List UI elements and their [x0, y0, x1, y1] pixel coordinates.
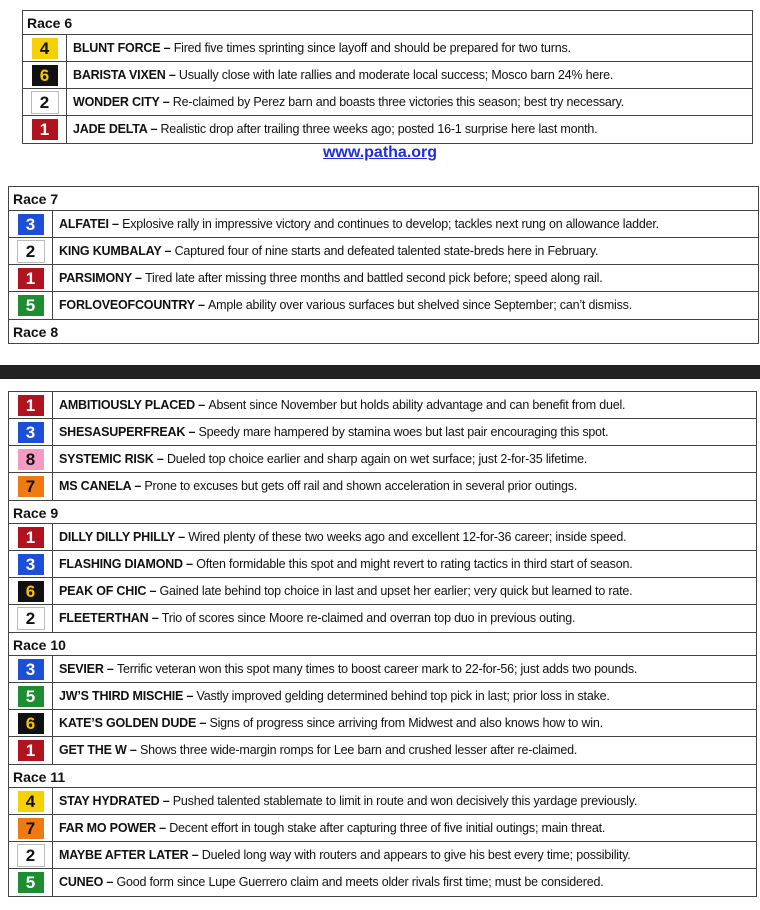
- race-9-header: Race 9: [9, 500, 756, 524]
- post-position-cell: [23, 116, 67, 143]
- saddlecloth-number: 7: [18, 476, 44, 497]
- race-7-block: [8, 186, 759, 344]
- dash: –: [153, 452, 167, 466]
- dash: –: [103, 875, 117, 889]
- horse-name: ALFATEI: [59, 217, 109, 231]
- entry-text: [53, 710, 756, 736]
- entry-row: [9, 815, 756, 842]
- handicapper-note: Re-claimed by Perez barn and boasts three victories this season; best try necessary.: [172, 95, 625, 109]
- post-position-cell: [9, 710, 53, 736]
- entry-text: [53, 605, 756, 632]
- handicapper-note: Realistic drop after trailing three weeks ago; posted 16-1 surprise here last month.: [160, 122, 598, 136]
- saddlecloth-number: 6: [18, 581, 44, 602]
- website-link[interactable]: www.patha.org: [322, 144, 438, 161]
- post-position-cell: [9, 524, 53, 550]
- handicapper-note: Wired plenty of these two weeks ago and excellent 12-for-36 career; inside speed.: [188, 530, 627, 544]
- saddlecloth-number: 8: [18, 449, 44, 470]
- dash: –: [183, 689, 197, 703]
- dash: –: [146, 584, 160, 598]
- dash: –: [194, 298, 209, 312]
- entry-text: [53, 419, 756, 445]
- entry-text: [67, 62, 752, 88]
- post-position-cell: [9, 446, 53, 472]
- dash: –: [195, 398, 209, 412]
- dash: –: [147, 122, 161, 136]
- handicapper-note: Trio of scores since Moore re-claimed and overran top duo in previous outing.: [161, 611, 576, 625]
- saddlecloth-number: 6: [18, 713, 44, 734]
- horse-name: MS CANELA: [59, 479, 132, 493]
- horse-name: BARISTA VIXEN: [73, 68, 166, 82]
- entry-row: [9, 446, 756, 473]
- handicapper-note: Often formidable this spot and might revert to rating tactics in third start of season.: [196, 557, 633, 571]
- horse-name: FORLOVEOFCOUNTRY: [59, 298, 195, 312]
- horse-name: STAY HYDRATED: [59, 794, 160, 808]
- dash: –: [155, 821, 170, 835]
- entry-text: [53, 737, 756, 764]
- handicapper-note: Speedy mare hampered by stamina woes but last pair encouraging this spot.: [198, 425, 609, 439]
- entry-row: [9, 238, 758, 265]
- saddlecloth-number: 1: [18, 395, 44, 416]
- section-divider: [0, 365, 760, 379]
- horse-name: MAYBE AFTER LATER: [59, 848, 189, 862]
- saddlecloth-number: 2: [31, 91, 59, 114]
- horse-name: KING KUMBALAY: [59, 244, 162, 258]
- post-position-cell: [9, 238, 53, 264]
- entry-text: [53, 842, 756, 868]
- horse-name: FLEETERTHAN: [59, 611, 149, 625]
- entry-text: [67, 89, 752, 115]
- saddlecloth-number: 2: [17, 844, 45, 867]
- saddlecloth-number: 1: [32, 119, 58, 140]
- post-position-cell: [9, 815, 53, 841]
- entry-text: [53, 578, 756, 604]
- dash: –: [160, 41, 174, 55]
- handicapper-note: Terrific veteran won this spot many times to boost career mark to 22-for-56; just adds two pounds.: [116, 662, 638, 676]
- post-position-cell: [9, 737, 53, 764]
- entry-text: [53, 238, 758, 264]
- post-position-cell: [23, 35, 67, 61]
- dash: –: [185, 425, 199, 439]
- saddlecloth-number: 2: [17, 240, 45, 263]
- race-8-entries: [9, 392, 756, 500]
- saddlecloth-number: 6: [32, 65, 58, 86]
- post-position-cell: [9, 656, 53, 682]
- horse-name: AMBITIOUSLY PLACED: [59, 398, 195, 412]
- horse-name: DILLY DILLY PHILLY: [59, 530, 175, 544]
- post-position-cell: [9, 842, 53, 868]
- race-6-block: [22, 10, 753, 144]
- dash: –: [148, 611, 162, 625]
- handicapper-note: Signs of progress since arriving from Midwest and also knows how to win.: [209, 716, 603, 730]
- post-position-cell: [9, 419, 53, 445]
- entry-text: [53, 869, 756, 896]
- dash: –: [126, 743, 140, 757]
- entry-text: [67, 35, 752, 61]
- horse-name: PEAK OF CHIC: [59, 584, 147, 598]
- post-position-cell: [23, 62, 67, 88]
- horse-name: KATE’S GOLDEN DUDE: [59, 716, 197, 730]
- dash: –: [165, 68, 179, 82]
- entry-text: [53, 446, 756, 472]
- handicapper-note: Captured four of nine starts and defeated talented state-breds here in February.: [174, 244, 599, 258]
- post-position-cell: [9, 292, 53, 319]
- horse-name: GET THE W: [59, 743, 127, 757]
- saddlecloth-number: 5: [18, 872, 44, 893]
- saddlecloth-number: 3: [18, 422, 44, 443]
- entry-text: [53, 392, 756, 418]
- horse-name: BLUNT FORCE: [73, 41, 161, 55]
- handicapper-note: Vastly improved gelding determined behind top pick in last; prior loss in stake.: [196, 689, 610, 703]
- dash: –: [188, 848, 202, 862]
- saddlecloth-number: 4: [32, 38, 58, 59]
- saddlecloth-number: 7: [18, 818, 44, 839]
- race-11-header: Race 11: [9, 764, 756, 788]
- entry-row: [23, 89, 752, 116]
- entry-text: [53, 473, 756, 500]
- saddlecloth-number: 3: [18, 554, 44, 575]
- entry-row: [9, 788, 756, 815]
- handicapper-note: Pushed talented stablemate to limit in route and won decisively this yardage previously.: [172, 794, 638, 808]
- saddlecloth-number: 3: [18, 659, 44, 680]
- entry-row: [23, 116, 752, 143]
- handicapper-note: Fired five times sprinting since layoff and should be prepared for two turns.: [173, 41, 571, 55]
- handicapper-note: Prone to excuses but gets off rail and shown acceleration in several prior outings.: [144, 479, 578, 493]
- entry-text: [67, 116, 752, 143]
- handicapper-note: Good form since Lupe Guerrero claim and meets older rivals first time; must be considered.: [116, 875, 604, 889]
- saddlecloth-number: 4: [18, 791, 44, 812]
- entry-row: [9, 605, 756, 632]
- race-10-entries: [9, 656, 756, 764]
- entry-text: [53, 211, 758, 237]
- saddlecloth-number: 1: [18, 527, 44, 548]
- dash: –: [182, 557, 197, 571]
- horse-name: FAR MO POWER: [59, 821, 156, 835]
- horse-name: SYSTEMIC RISK: [59, 452, 154, 466]
- race-7-header: Race 7: [9, 187, 758, 211]
- saddlecloth-number: 3: [18, 214, 44, 235]
- dash: –: [159, 95, 173, 109]
- entry-row: [9, 737, 756, 764]
- dash: –: [108, 217, 123, 231]
- horse-name: CUNEO: [59, 875, 104, 889]
- entry-text: [53, 265, 758, 291]
- handicapper-note: Ample ability over various surfaces but shelved since September; can’t dismiss.: [208, 298, 632, 312]
- entry-row: [9, 710, 756, 737]
- post-position-cell: [9, 788, 53, 814]
- post-position-cell: [9, 551, 53, 577]
- entry-row: [23, 62, 752, 89]
- entry-row: [9, 869, 756, 896]
- saddlecloth-number: 1: [18, 268, 44, 289]
- dash: –: [196, 716, 210, 730]
- race-10-header: Race 10: [9, 632, 756, 656]
- entry-row: [9, 524, 756, 551]
- entry-row: [9, 842, 756, 869]
- entry-text: [53, 656, 756, 682]
- saddlecloth-number: 1: [18, 740, 44, 761]
- race-6-entries: [23, 35, 752, 143]
- race-11-entries: [9, 788, 756, 896]
- race-7-entries: [9, 211, 758, 319]
- dash: –: [159, 794, 173, 808]
- post-position-cell: [9, 683, 53, 709]
- post-position-cell: [9, 869, 53, 896]
- horse-name: JADE DELTA: [73, 122, 148, 136]
- handicapper-note: Shows three wide-margin romps for Lee barn and crushed lesser after re-claimed.: [139, 743, 578, 757]
- post-position-cell: [9, 392, 53, 418]
- dash: –: [161, 244, 175, 258]
- race-8-header: Race 8: [9, 319, 758, 343]
- entry-row: [9, 683, 756, 710]
- saddlecloth-number: 5: [18, 686, 44, 707]
- handicapper-note: Tired late after missing three months and battled second pick before; speed along rail.: [145, 271, 603, 285]
- entry-row: [9, 419, 756, 446]
- entry-row: [9, 473, 756, 500]
- entry-row: [9, 392, 756, 419]
- handicapper-note: Usually close with late rallies and moderate local success; Mosco barn 24% here.: [178, 68, 614, 82]
- horse-name: SEVIER: [59, 662, 104, 676]
- saddlecloth-number: 5: [18, 295, 44, 316]
- horse-name: FLASHING DIAMOND: [59, 557, 183, 571]
- entry-row: [9, 578, 756, 605]
- entry-row: [23, 35, 752, 62]
- entry-row: [9, 551, 756, 578]
- entry-row: [9, 211, 758, 238]
- entry-text: [53, 292, 758, 319]
- handicapper-note: Absent since November but holds ability advantage and can benefit from duel.: [208, 398, 626, 412]
- entry-text: [53, 815, 756, 841]
- entry-text: [53, 788, 756, 814]
- entry-text: [53, 683, 756, 709]
- post-position-cell: [9, 578, 53, 604]
- entry-row: [9, 656, 756, 683]
- post-position-cell: [9, 473, 53, 500]
- saddlecloth-number: 2: [17, 607, 45, 630]
- dash: –: [131, 479, 145, 493]
- dash: –: [131, 271, 146, 285]
- entry-row: [9, 292, 758, 319]
- post-position-cell: [23, 89, 67, 115]
- post-position-cell: [9, 211, 53, 237]
- handicapper-note: Gained late behind top choice in last and upset her earlier; very quick but learned to rate.: [159, 584, 633, 598]
- entry-text: [53, 551, 756, 577]
- horse-name: SHESASUPERFREAK: [59, 425, 186, 439]
- horse-name: WONDER CITY: [73, 95, 160, 109]
- handicapper-note: Explosive rally in impressive victory and continues to develop; tackles next rung on allowance ladder.: [122, 217, 659, 231]
- handicapper-note: Dueled long way with routers and appears to give his best every time; possibility.: [201, 848, 631, 862]
- handicapper-note: Decent effort in tough stake after capturing three of five initial outings; main threat.: [169, 821, 606, 835]
- post-position-cell: [9, 265, 53, 291]
- horse-name: PARSIMONY: [59, 271, 132, 285]
- handicapper-note: Dueled top choice earlier and sharp again on wet surface; just 2-for-35 lifetime.: [166, 452, 588, 466]
- horse-name: JW’S THIRD MISCHIE: [59, 689, 184, 703]
- dash: –: [174, 530, 189, 544]
- race-6-header: Race 6: [23, 11, 752, 35]
- race-8-11-block: [8, 391, 757, 897]
- race-9-entries: [9, 524, 756, 632]
- post-position-cell: [9, 605, 53, 632]
- entry-text: [53, 524, 756, 550]
- entry-row: [9, 265, 758, 292]
- dash: –: [103, 662, 117, 676]
